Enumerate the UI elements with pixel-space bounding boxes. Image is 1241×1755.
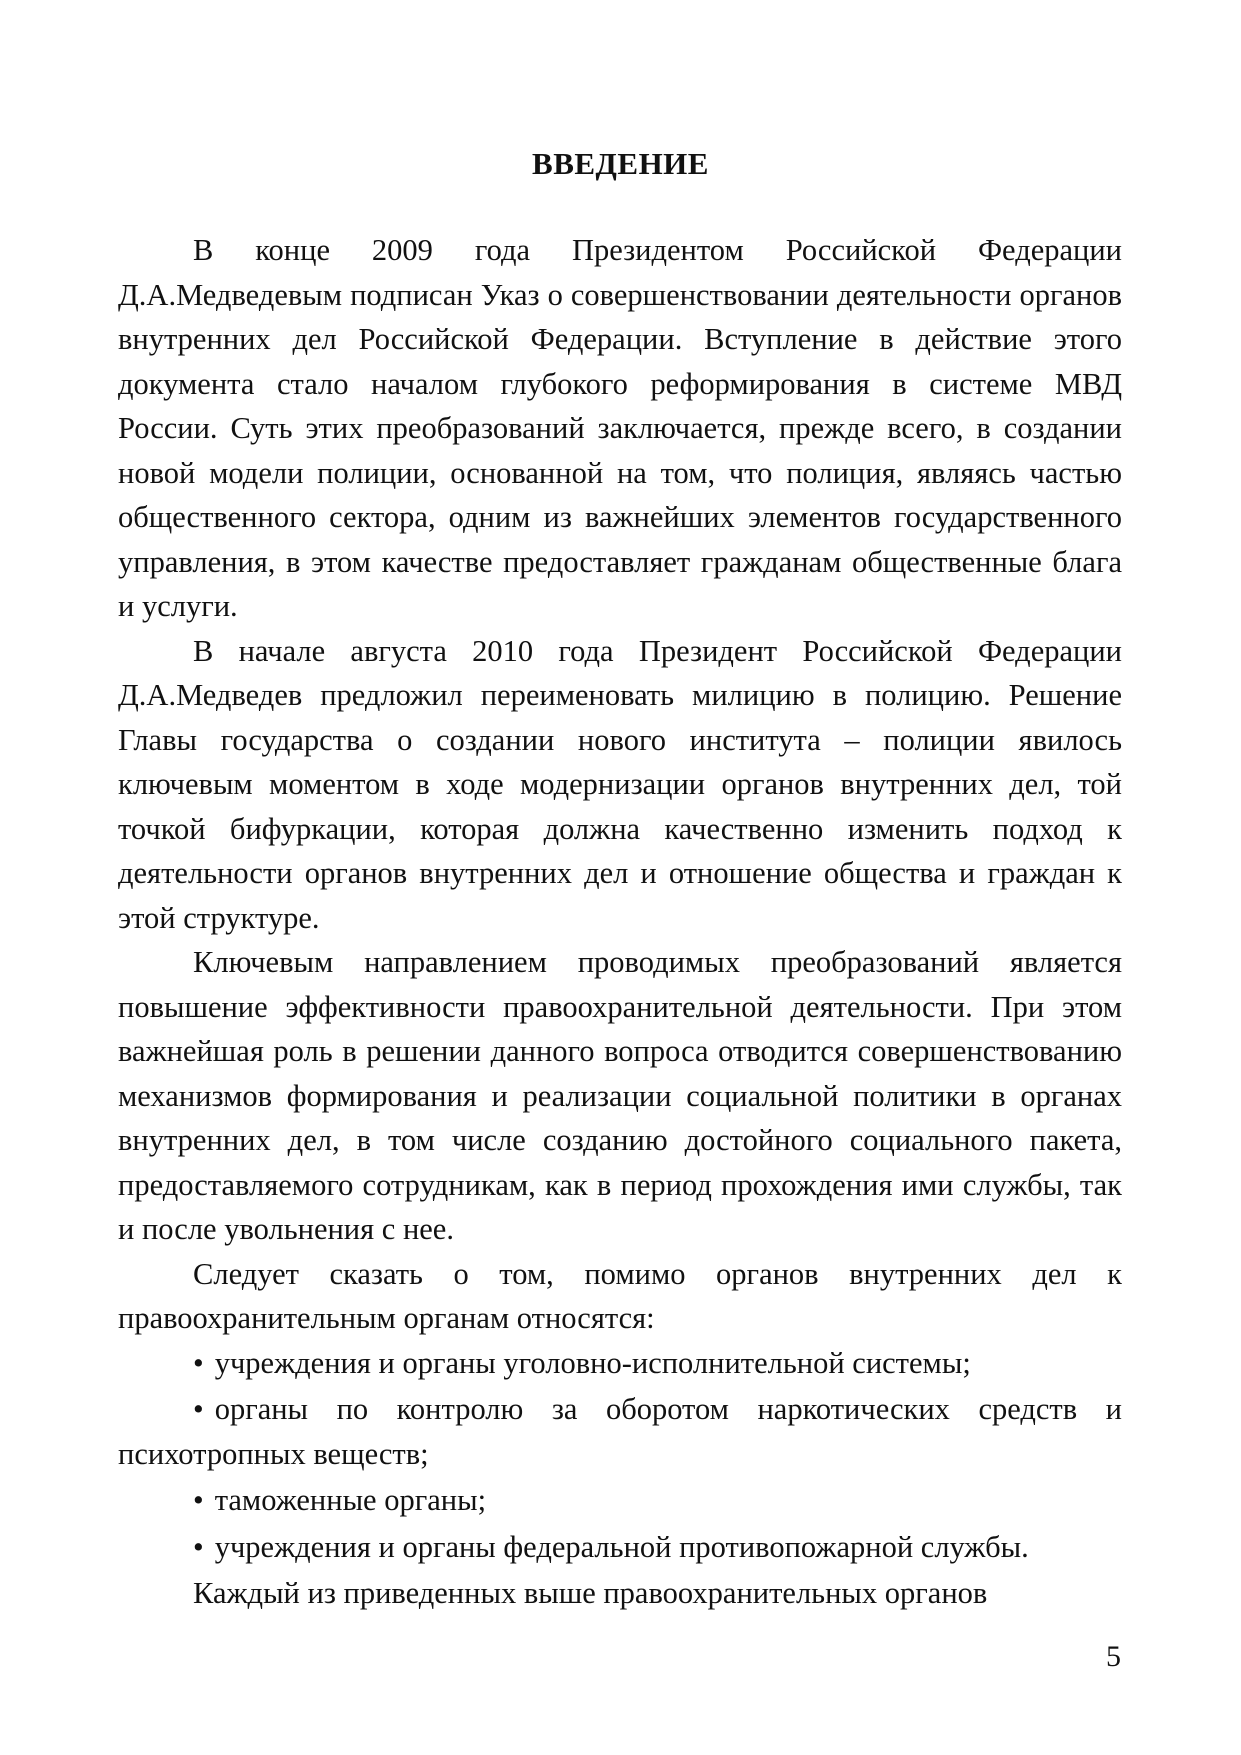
- paragraph-3: Ключевым направлением проводимых преобразований является повышение эффективности правоохранительной деятельности. При этом важнейшая роль в решении данного вопроса отводится совершенствованию механизмов формирования и реализации социальной политики в органах внутренних дел, в том числе созданию достойного социального пакета, предоставляемого сотрудникам, как в период прохождения ими службы, так и после увольнения с нее.: [118, 945, 1122, 1246]
- bullet-list: [118, 1341, 1122, 1570]
- page-number: 5: [1106, 1640, 1121, 1673]
- list-item-text: таможенные органы;: [214, 1483, 487, 1517]
- paragraph-4: Следует сказать о том, помимо органов внутренних дел к правоохранительным органам относятся:: [118, 1256, 1122, 1335]
- page-heading: ВВЕДЕНИЕ: [532, 146, 709, 181]
- list-item: [118, 1387, 1122, 1476]
- bullet-icon: •: [193, 1529, 204, 1564]
- bullet-icon: •: [193, 1483, 204, 1517]
- paragraph-2: В начале августа 2010 года Президент Российской Федерации Д.А.Медведев предложил переименовать милицию в полицию. Решение Главы государства о создании нового института – полиции явилось ключевым моментом в ходе модернизации органов внутренних дел, той точкой бифуркации, которая должна качественно изменить подход к деятельности органов внутренних дел и отношение общества и граждан к этой структуре.: [118, 633, 1122, 935]
- paragraph-1: В конце 2009 года Президентом Российской Федерации Д.А.Медведевым подписан Указ о совершенствовании деятельности органов внутренних дел Российской Федерации. Вступление в действие этого документа стало началом глубокого реформирования в системе МВД России. Суть этих преобразований заключается, прежде всего, в создании новой модели полиции, основанной на том, что полиция, являясь частью общественного сектора, одним из важнейших элементов государственного управления, в этом качестве предоставляет гражданам общественные блага и услуги.: [118, 233, 1122, 623]
- closing-line: Каждый из приведенных выше правоохранительных органов: [193, 1576, 988, 1610]
- list-item-text: учреждения и органы федеральной противопожарной службы.: [214, 1529, 1029, 1564]
- bullet-icon: •: [193, 1345, 204, 1380]
- list-item: [118, 1478, 1122, 1523]
- bullet-icon: •: [193, 1392, 204, 1426]
- document-body: [118, 228, 1122, 1616]
- list-item: [118, 1341, 1122, 1386]
- list-item-text: органы по контролю за оборотом наркотических средств и психотропных веществ;: [118, 1392, 1122, 1471]
- list-item-text: учреждения и органы уголовно-исполнительной системы;: [214, 1345, 971, 1380]
- list-item: [118, 1525, 1122, 1570]
